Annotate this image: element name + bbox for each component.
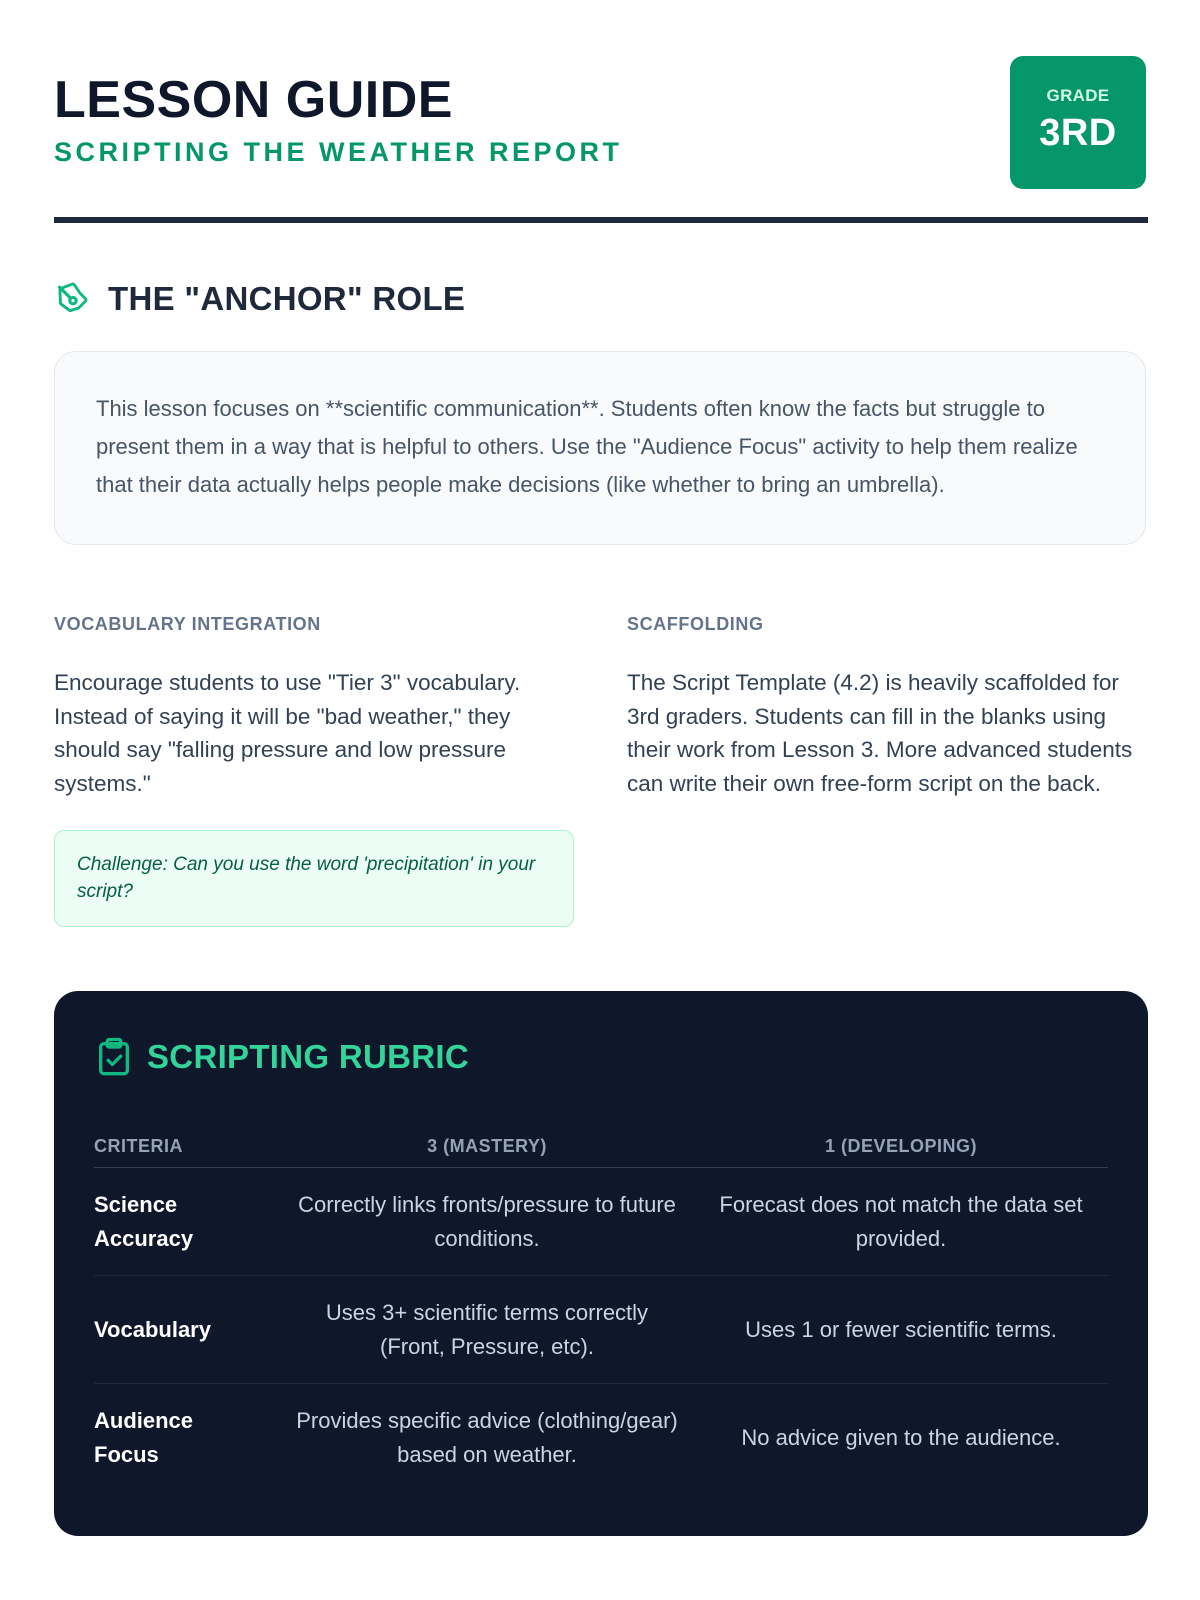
grade-badge-label: GRADE	[1046, 86, 1110, 105]
rubric-heading	[97, 1037, 469, 1077]
column-header-criteria: CRITERIA	[94, 1125, 280, 1168]
mastery-cell: Provides specific advice (clothing/gear) based on weather.	[296, 1408, 678, 1467]
rubric-header-row	[94, 1125, 1108, 1168]
challenge-callout: Challenge: Can you use the word 'precipitation' in your script?	[54, 830, 574, 927]
table-row	[94, 1276, 1108, 1384]
table-row	[94, 1168, 1108, 1276]
anchor-section-heading	[54, 280, 465, 318]
mastery-cell: Uses 3+ scientific terms correctly (Front, Pressure, etc).	[280, 1276, 694, 1384]
vocabulary-heading: VOCABULARY INTEGRATION	[54, 614, 321, 634]
clipboard-check-icon	[97, 1037, 131, 1077]
developing-cell: Uses 1 or fewer scientific terms.	[694, 1276, 1108, 1384]
column-header-mastery: 3 (MASTERY)	[280, 1125, 694, 1168]
pen-nib-icon	[54, 280, 92, 318]
header-divider	[54, 217, 1148, 223]
criteria-cell: Science Accuracy	[94, 1168, 280, 1276]
grade-badge	[1010, 56, 1146, 189]
scaffolding-body: The Script Template (4.2) is heavily scaffolded for 3rd graders. Students can fill in the blanks using their work from Lesson 3. More advanced students can write their own free-form script on the back.	[627, 670, 1133, 796]
page-subtitle: SCRIPTING THE WEATHER REPORT	[54, 137, 623, 167]
vocabulary-column	[54, 612, 574, 927]
rubric-panel	[54, 991, 1148, 1536]
rubric-table	[94, 1125, 1108, 1491]
anchor-section-title: THE "ANCHOR" ROLE	[108, 280, 466, 317]
page-title: LESSON GUIDE	[54, 71, 453, 129]
developing-cell: No advice given to the audience.	[741, 1424, 1061, 1450]
scaffolding-heading: SCAFFOLDING	[627, 614, 764, 634]
vocabulary-body: Encourage students to use "Tier 3" vocabulary. Instead of saying it will be "bad weather," they should say "falling pressure and low pressure systems."	[54, 670, 521, 796]
mastery-cell: Correctly links fronts/pressure to future conditions.	[280, 1168, 694, 1276]
grade-badge-value: 3RD	[1039, 112, 1117, 154]
page-header	[54, 0, 1148, 222]
developing-cell: Forecast does not match the data set provided.	[694, 1168, 1108, 1276]
scaffolding-column	[627, 612, 1147, 800]
lesson-guide-page	[54, 0, 1148, 1467]
anchor-intro-text: This lesson focuses on **scientific communication**. Students often know the facts but struggle to present them in a way that is helpful to others. Use the "Audience Focus" activity to help them realize that their data actually helps people make decisions (like whether to bring an umbrella).	[96, 396, 1078, 497]
rubric-title: SCRIPTING RUBRIC	[147, 1038, 469, 1075]
criteria-cell: Audience Focus	[94, 1408, 194, 1467]
column-header-developing: 1 (DEVELOPING)	[694, 1125, 1108, 1168]
anchor-intro-box	[54, 351, 1146, 545]
table-row	[94, 1384, 1108, 1492]
criteria-cell: Vocabulary	[94, 1276, 280, 1384]
